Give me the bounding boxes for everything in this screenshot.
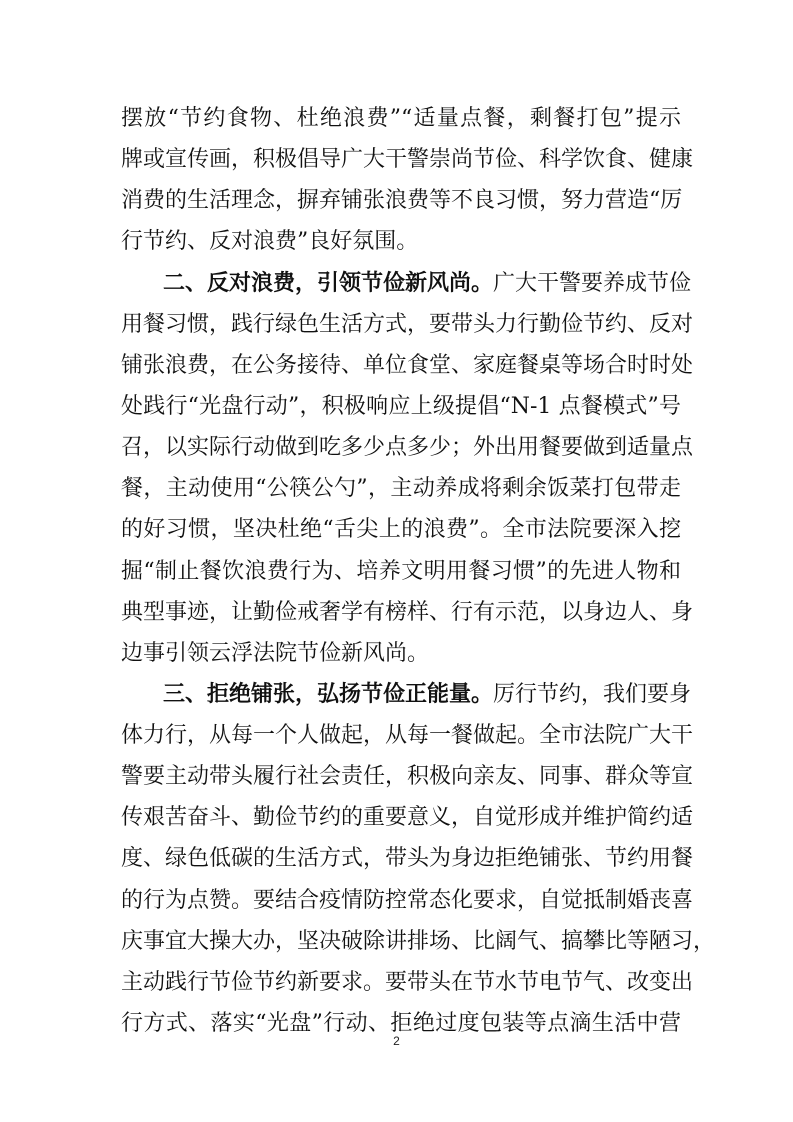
body-line: 体力行，从每一个人做起，从每一餐做起。全市法院广大干: [121, 723, 694, 748]
body-line: 传艰苦奋斗、勤俭节约的重要意义，自觉形成并维护简约适: [121, 805, 694, 830]
body-line: 的好习惯，坚决杜绝“舌尖上的浪费”。全市法院要深入挖: [121, 517, 681, 542]
body-line: 消费的生活理念，摒弃铺张浪费等不良习惯，努力营造“厉: [121, 188, 683, 213]
body-line: 餐，主动使用“公筷公勺”，主动养成将剩余饭菜打包带走: [121, 476, 681, 501]
body-line: 牌或宣传画，积极倡导广大干警崇尚节俭、科学饮食、健康: [121, 147, 694, 172]
body-line: 用餐习惯，践行绿色生活方式，要带头力行勤俭节约、反对: [121, 312, 694, 337]
body-text: 厉行节约，我们要身: [493, 682, 692, 707]
body-line: 掘“制止餐饮浪费行为、培养文明用餐习惯”的先进人物和: [121, 559, 681, 584]
body-line: 度、绿色低碳的生活方式，带头为身边拒绝铺张、节约用餐: [121, 846, 694, 871]
body-line: 铺张浪费，在公务接待、单位食堂、家庭餐桌等场合时时处: [121, 353, 694, 378]
body-line: 边事引领云浮法院节俭新风尚。: [121, 641, 430, 666]
body-line: 摆放“节约食物、杜绝浪费”“适量点餐，剩餐打包”提示: [121, 106, 681, 131]
body-line: 的行为点赞。要结合疫情防控常态化要求，自觉抵制婚丧喜: [121, 888, 694, 913]
section-3-heading: 三、拒绝铺张，弘扬节俭正能量。: [163, 682, 494, 707]
section-3-first-line: [163, 681, 692, 709]
body-line: 行方式、落实“光盘”行动、拒绝过度包装等点滴生活中营: [121, 1011, 681, 1036]
body-line: 典型事迹，让勤俭戒奢学有榜样、行有示范，以身边人、身: [121, 600, 694, 625]
page-number: 2: [393, 1034, 400, 1048]
body-line: 召，以实际行动做到吃多少点多少；外出用餐要做到适量点: [121, 435, 694, 460]
body-line: 行节约、反对浪费”良好氛围。: [121, 229, 419, 254]
body-text: 广大干警要养成节俭: [493, 271, 692, 296]
body-line: 处践行“光盘行动”，积极响应上级提倡“N-1 点餐模式”号: [121, 394, 681, 419]
section-2-heading: 二、反对浪费，引领节俭新风尚。: [163, 271, 494, 296]
body-line: 警要主动带头履行社会责任，积极向亲友、同事、群众等宣: [121, 764, 694, 789]
section-2-first-line: [163, 270, 692, 298]
body-line: 主动践行节俭节约新要求。要带头在节水节电节气、改变出: [121, 970, 694, 995]
body-line: 庆事宜大操大办，坚决破除讲排场、比阔气、搞攀比等陋习，: [121, 929, 716, 954]
